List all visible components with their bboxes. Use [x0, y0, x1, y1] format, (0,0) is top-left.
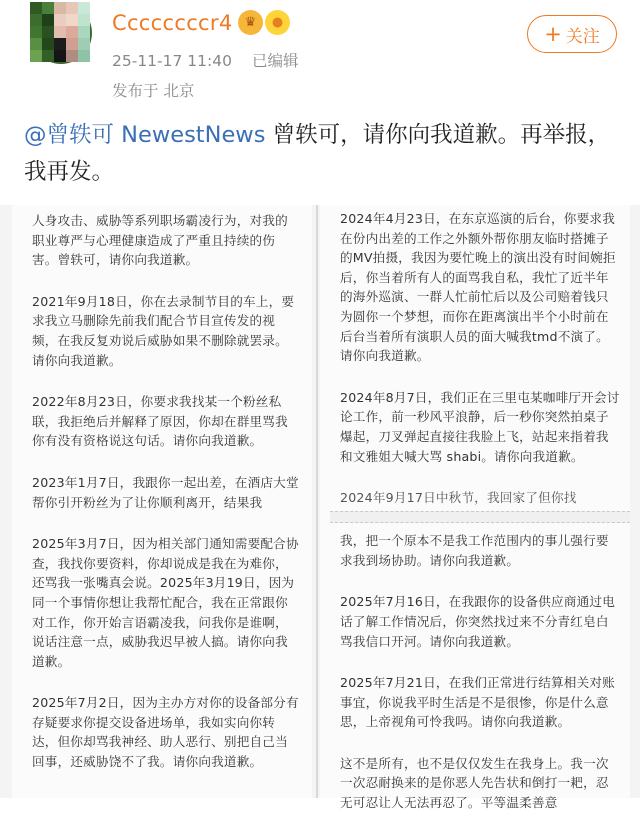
timestamp: 25-11-17 11:40 [112, 52, 232, 70]
follow-button[interactable] [527, 15, 617, 53]
username[interactable]: Ccccccccr4 [112, 11, 233, 35]
document-paragraph: 2025年3月7日，因为相关部门通知需要配合协查，我找你要资料，你却说成是我在为难你，还骂我一张嘴真会说。2025年3月19日，因为同一个事情你想让我帮忙配合，我在正常跟你对工作，你开始言语霸凌我，问我你是谁啊，说话注意一点，威胁我迟早被人搞。请你向我道歉。 [32, 536, 299, 669]
document-paragraph: 2022年8月23日，你要求我找某一个粉丝私联，我拒绝后并解释了原因，你却在群里骂我你有没有资格说这句话。请你向我道歉。 [32, 394, 288, 449]
document-paragraph: 2025年7月16日，在我跟你的设备供应商通过电话了解工作情况后，你突然找过来不分青红皂白骂我信口开河。请你向我道歉。 [340, 594, 615, 649]
document-clipped-line: 2024年9月17日中秋节，我回家了但你找 [340, 490, 577, 506]
bird-icon[interactable]: ● [265, 10, 290, 35]
post-header [0, 0, 640, 110]
post-location: 发布于 北京 [112, 82, 195, 100]
post-text [24, 117, 624, 191]
edited-label[interactable]: 已编辑 [251, 52, 299, 70]
document-paragraph: 人身攻击、威胁等系列职场霸凌行为，对我的职业尊严与心理健康造成了严重且持续的伤害。曾轶可，请你向我道歉。 [32, 213, 288, 268]
document-right-page [320, 205, 630, 811]
post-image[interactable] [0, 205, 640, 811]
document-paragraph: 我，把一个原本不是我工作范围内的事儿强行要求我到场协助。请你向我道歉。 [340, 533, 609, 568]
follow-label: 关注 [565, 26, 600, 47]
document-left-page [12, 205, 312, 798]
document-paragraph: 2025年7月2日，因为主办方对你的设备部分有存疑要求你提交设备进场单，我如实向你转达，但你却骂我神经、助人恶行、别把自己当回事，还威胁饶不了我。请你向我道歉。 [32, 695, 299, 770]
user-badges [238, 10, 290, 36]
document-paragraph: 2024年4月23日，在东京巡演的后台，你要求我在份内出差的工作之外额外帮你朋友临时搭摊子的MV拍摄，我因为要忙晚上的演出没有时间婉拒后，你当着所有人的面骂我自私，我忙了近半年的海外巡演、一群人忙前忙后以及公司赔着钱只为圆你一个梦想，而你在距离演出半个小时前在后台当着所有演职人员的面大喊我tmd不演了。请你向我道歉。 [340, 211, 616, 364]
post-body: 曾轶可，请你向我道歉。再举报，我再发。 [24, 122, 611, 185]
crown-icon[interactable]: ♛ [238, 10, 263, 35]
page-divider [316, 205, 318, 798]
document-paragraph: 这不是所有，也不是仅仅发生在我身上。我一次一次忍耐换来的是你恶人先告状和倒打一耙，忍无可忍让人无法再忍了。平等温柔善意 [340, 755, 609, 811]
post-meta [112, 49, 298, 71]
document-paragraph: 2024年8月7日，我们正在三里屯某咖啡厅开会讨论工作，前一秒风平浪静，后一秒你突然拍桌子爆起，刀叉弹起直接往我脸上飞，站起来指着我和文雅姐大喊大骂 shabi。请你向我道歉。 [340, 389, 620, 464]
document-paragraph: 2023年1月7日，我跟你一起出差，在酒店大堂帮你引开粉丝为了让你顺利离开，结果我 [32, 474, 299, 510]
document-paragraph: 2025年7月21日，在我们正常进行结算相关对账事宜，你说我平时生活是不是很惨，你是什么意思，上帝视角可怜我吗。请你向我道歉。 [340, 675, 615, 730]
avatar[interactable] [30, 2, 92, 64]
plus-icon: + [544, 21, 562, 46]
document-paragraph: 2021年9月18日，你在去录制节目的车上，要求我立马删除先前我们配合节目宣传发的视频，在我反复劝说后威胁如果不删除就罢录。请你向我道歉。 [32, 293, 295, 368]
mention-link[interactable]: @曾轶可 NewestNews [24, 122, 266, 148]
torn-edge [330, 511, 630, 523]
